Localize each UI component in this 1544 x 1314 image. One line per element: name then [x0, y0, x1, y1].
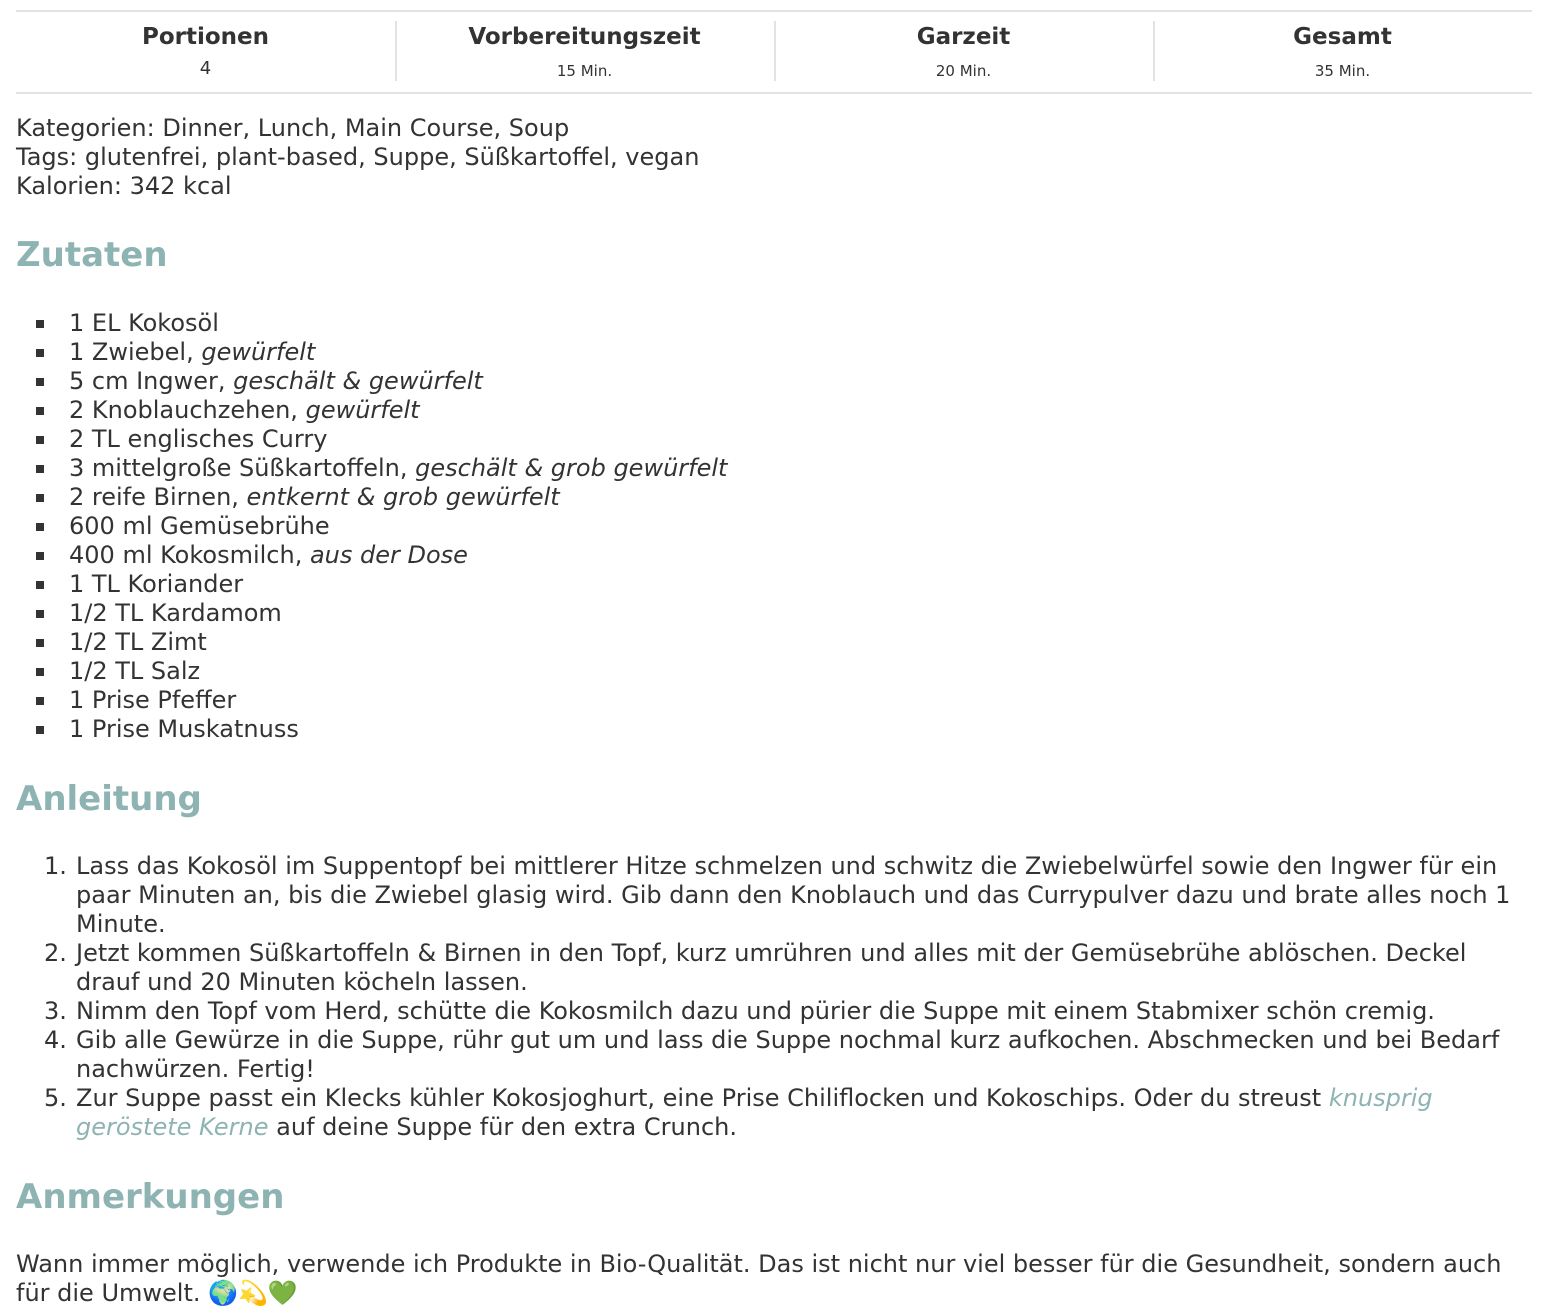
meta-prep-time — [395, 12, 774, 92]
roasted-seeds-link[interactable]: knusprig geröstete Kerne — [76, 1084, 1433, 1141]
instruction-step — [16, 852, 1532, 939]
instruction-step — [16, 997, 1532, 1026]
ingredients-heading: Zutaten — [16, 235, 168, 275]
ingredient-text: 600 ml Gemüsebrühe — [69, 512, 330, 540]
instruction-step — [16, 939, 1532, 997]
bullet-icon — [36, 610, 44, 618]
meta-total-time-value: 35 Min. — [1314, 62, 1371, 80]
ingredient-note: geschält & grob gewürfelt — [415, 454, 728, 482]
meta-prep-time-label: Vorbereitungszeit — [468, 24, 701, 50]
meta-prep-time-value: 15 Min. — [556, 62, 613, 80]
categories-line: Kategorien: Dinner, Lunch, Main Course, Soup — [16, 114, 570, 142]
step-text-after: auf deine Suppe für den extra Crunch. — [268, 1113, 737, 1141]
ingredient-item — [16, 715, 727, 744]
calories-line: Kalorien: 342 kcal — [16, 172, 232, 200]
ingredient-item — [16, 454, 727, 483]
ingredient-text: 400 ml Kokosmilch, — [69, 541, 310, 569]
ingredient-text: 1/2 TL Zimt — [69, 628, 207, 656]
meta-cook-time-value: 20 Min. — [935, 62, 992, 80]
step-text: Lass das Kokosöl im Suppentopf bei mittlerer Hitze schmelzen und schwitz die Zwiebelwürfel sowie den Ingwer für ein paar Minuten an, bis die Zwiebel glasig wird. Gib dann den Knoblauch und das Currypulver dazu und brate alles noch 1 Minute. — [76, 852, 1511, 938]
ingredient-item — [16, 541, 727, 570]
step-number: 4. — [44, 1026, 67, 1054]
ingredients-list — [16, 309, 727, 744]
recipe-meta-bar — [16, 10, 1532, 94]
step-number: 1. — [44, 852, 67, 880]
ingredient-item — [16, 396, 727, 425]
meta-cook-time — [774, 12, 1153, 92]
meta-cook-time-label: Garzeit — [916, 24, 1011, 50]
bullet-icon — [36, 523, 44, 531]
bullet-icon — [36, 320, 44, 328]
bullet-icon — [36, 668, 44, 676]
ingredient-text: 1 Prise Muskatnuss — [69, 715, 299, 743]
ingredient-item — [16, 512, 727, 541]
instruction-step — [16, 1084, 1532, 1142]
bullet-icon — [36, 436, 44, 444]
ingredient-text: 2 reife Birnen, — [69, 483, 247, 511]
ingredient-text: 1/2 TL Kardamom — [69, 599, 282, 627]
bullet-icon — [36, 465, 44, 473]
bullet-icon — [36, 407, 44, 415]
ingredient-item — [16, 628, 727, 657]
ingredient-note: gewürfelt — [305, 396, 420, 424]
ingredient-item — [16, 425, 727, 454]
ingredient-text: 1 Prise Pfeffer — [69, 686, 237, 714]
instructions-list — [16, 852, 1532, 1142]
instruction-step — [16, 1026, 1532, 1084]
ingredient-item — [16, 657, 727, 686]
bullet-icon — [36, 552, 44, 560]
bullet-icon — [36, 494, 44, 502]
step-text-before: Zur Suppe passt ein Klecks kühler Kokosjoghurt, eine Prise Chiliflocken und Kokoschips. Oder du streust — [76, 1084, 1329, 1112]
instructions-heading: Anleitung — [16, 779, 202, 819]
step-text: Gib alle Gewürze in die Suppe, rühr gut um und lass die Suppe nochmal kurz aufkochen. Abschmecken und bei Bedarf nachwürzen. Fertig! — [76, 1026, 1500, 1083]
meta-total-time — [1153, 12, 1532, 92]
bullet-icon — [36, 349, 44, 357]
notes-text: Wann immer möglich, verwende ich Produkte in Bio-Qualität. Das ist nicht nur viel besser für die Gesundheit, sondern auch für die Umwelt. 🌍💫💚 — [16, 1250, 1502, 1307]
step-number: 2. — [44, 939, 67, 967]
ingredient-item — [16, 309, 727, 338]
ingredient-note: aus der Dose — [309, 541, 468, 569]
ingredient-text: 3 mittelgroße Süßkartoffeln, — [69, 454, 416, 482]
ingredient-note: entkernt & grob gewürfelt — [246, 483, 560, 511]
ingredient-item — [16, 338, 727, 367]
step-text: Jetzt kommen Süßkartoffeln & Birnen in den Topf, kurz umrühren und alles mit der Gemüsebrühe ablöschen. Deckel drauf und 20 Minuten köcheln lassen. — [76, 939, 1467, 996]
ingredient-text: 2 Knoblauchzehen, — [69, 396, 306, 424]
ingredient-text: 5 cm Ingwer, — [69, 367, 234, 395]
bullet-icon — [36, 378, 44, 386]
bullet-icon — [36, 581, 44, 589]
meta-servings — [16, 12, 395, 92]
step-text: Nimm den Topf vom Herd, schütte die Kokosmilch dazu und pürier die Suppe mit einem Stabmixer schön cremig. — [76, 997, 1435, 1025]
ingredient-note: geschält & gewürfelt — [233, 367, 483, 395]
ingredient-text: 1 EL Kokosöl — [69, 309, 219, 337]
recipe-info — [16, 114, 699, 201]
ingredient-text: 1/2 TL Salz — [69, 657, 201, 685]
bullet-icon — [36, 697, 44, 705]
ingredient-item — [16, 599, 727, 628]
meta-servings-value: 4 — [199, 58, 212, 79]
ingredient-text: 1 TL Koriander — [69, 570, 244, 598]
ingredient-note: gewürfelt — [201, 338, 316, 366]
meta-servings-label: Portionen — [141, 24, 270, 50]
ingredient-text: 1 Zwiebel, — [69, 338, 202, 366]
ingredient-item — [16, 570, 727, 599]
ingredient-text: 2 TL englisches Curry — [69, 425, 328, 453]
step-number: 5. — [44, 1084, 67, 1112]
ingredient-item — [16, 367, 727, 396]
tags-line: Tags: glutenfrei, plant-based, Suppe, Süßkartoffel, vegan — [16, 143, 700, 171]
bullet-icon — [36, 639, 44, 647]
step-number: 3. — [44, 997, 67, 1025]
ingredient-item — [16, 483, 727, 512]
meta-total-time-label: Gesamt — [1293, 24, 1392, 50]
bullet-icon — [36, 726, 44, 734]
ingredient-item — [16, 686, 727, 715]
notes-heading: Anmerkungen — [16, 1177, 285, 1217]
